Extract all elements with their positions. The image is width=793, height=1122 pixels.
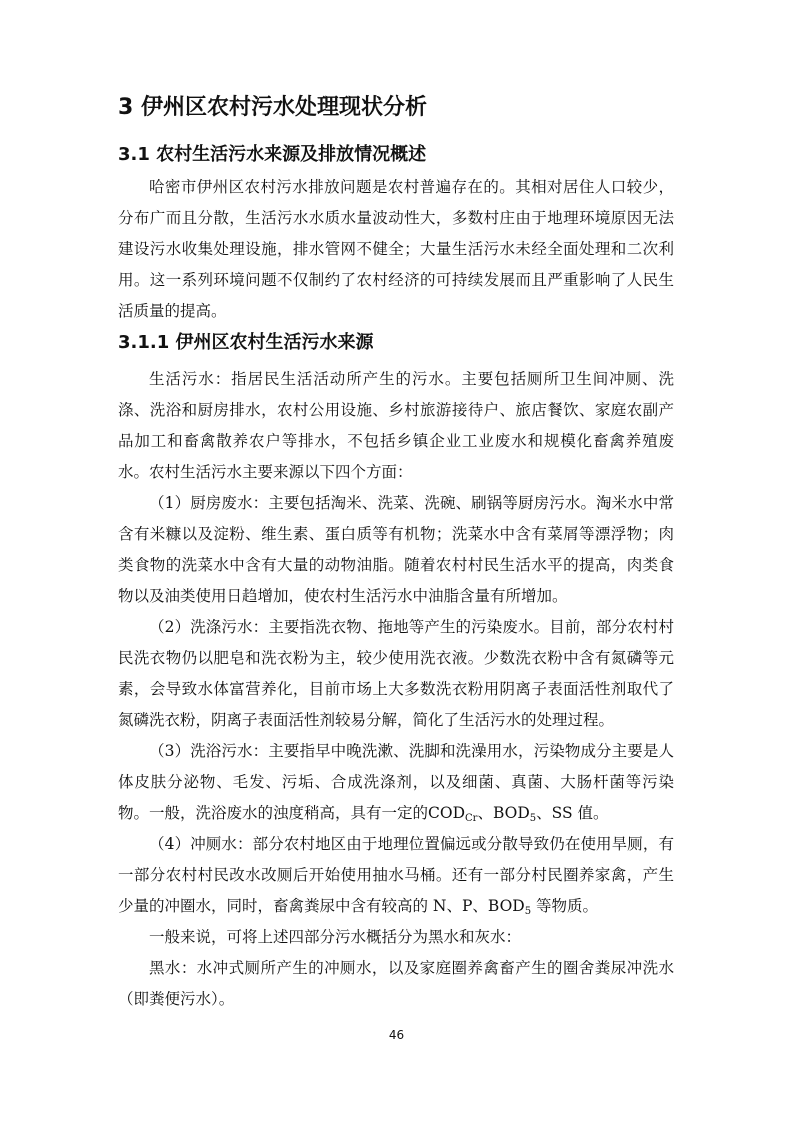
- bod-subscript: 5: [524, 906, 532, 917]
- toilet-text: （4）冲厕水：部分农村地区由于地理位置偏远或分散导致仍在使用旱厕，有一部分农村村民改水改厕后开始使用抽水马桶。还有一部分村民圈养家禽，产生少量的冲圈水，同时，畜禽粪尿中含有较高的 N、P、: [118, 835, 674, 915]
- definition-paragraph: 生活污水：指居民生活活动所产生的污水。主要包括厕所卫生间冲厕、洗涤、洗浴和厨房排水，农村公用设施、乡村旅游接待户、旅店餐饮、家庭农副产品加工和畜禽散养农户等排水，不包括乡镇企业工业废水和规模化畜禽养殖废水。农村生活污水主要来源以下四个方面：: [118, 370, 674, 481]
- bathing-text-end: 、SS 值。: [536, 804, 609, 822]
- toilet-flush-water-paragraph: [118, 829, 674, 922]
- bathing-wastewater-paragraph: [118, 736, 674, 829]
- bod-subscript: 5: [529, 813, 537, 824]
- page-number: 46: [388, 1028, 405, 1042]
- summary-paragraph: 一般来说，可将上述四部分污水概括分为黑水和灰水：: [149, 928, 522, 946]
- bathing-text: （3）洗浴污水：主要指早中晚洗漱、洗脚和洗澡用水，污染物成分主要是人体皮肤分泌物、毛发、污垢、合成洗涤剂，以及细菌、真菌、大肠杆菌等污染物。一般，洗浴废水的浊度稍高，具有一定的: [118, 742, 674, 822]
- black-water-paragraph: 黑水：水冲式厕所产生的冲厕水，以及家庭圈养禽畜产生的圈舍粪尿冲洗水（即粪便污水）。: [118, 959, 674, 1008]
- cod-label: COD: [428, 804, 466, 822]
- toilet-text-end: 等物质。: [531, 897, 599, 915]
- laundry-wastewater-paragraph: （2）洗涤污水：主要指洗衣物、拖地等产生的污染废水。目前，部分农村村民洗衣物仍以肥皂和洗衣粉为主，较少使用洗衣液。少数洗衣粉中含有氮磷等元素，会导致水体富营养化，目前市场上大多数洗衣粉用阴离子表面活性剂取代了氮磷洗衣粉，阴离子表面活性剂较易分解，简化了生活污水的处理过程。: [118, 618, 674, 729]
- separator: 、: [477, 804, 493, 822]
- section-title: 3.1 农村生活污水来源及排放情况概述: [118, 144, 427, 165]
- bod-label: BOD: [487, 897, 525, 915]
- kitchen-wastewater-paragraph: （1）厨房废水：主要包括淘米、洗菜、洗碗、刷锅等厨房污水。淘米水中常含有米糠以及淀粉、维生素、蛋白质等有机物；洗菜水中含有菜屑等漂浮物；肉类食物的洗菜水中含有大量的动物油脂。随着农村村民生活水平的提高，肉类食物以及油类使用日趋增加，使农村生活污水中油脂含量有所增加。: [118, 494, 674, 605]
- chapter-title: 3 伊州区农村污水处理现状分析: [118, 95, 427, 120]
- subsection-title: 3.1.1 伊州区农村生活污水来源: [118, 332, 374, 353]
- bod-label: BOD: [492, 804, 530, 822]
- intro-paragraph: 哈密市伊州区农村污水排放问题是农村普遍存在的。其相对居住人口较少，分布广而且分散，生活污水水质水量波动性大，多数村庄由于地理环境原因无法建设污水收集处理设施，排水管网不健全；大量生活污水未经全面处理和二次利用。这一系列环境问题不仅制约了农村经济的可持续发展而且严重影响了人民生活质量的提高。: [118, 178, 674, 320]
- cod-subscript: Cr: [465, 813, 478, 824]
